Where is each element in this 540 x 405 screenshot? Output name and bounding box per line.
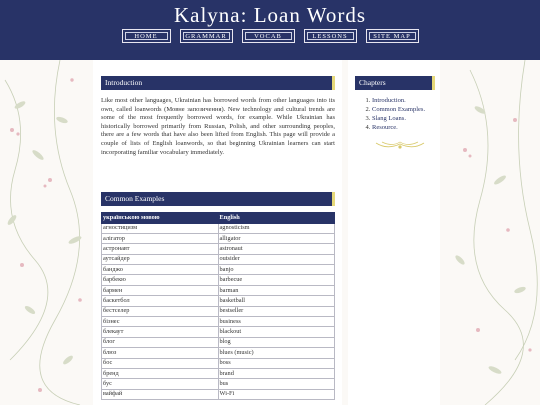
english-cell: alligator — [218, 233, 335, 243]
english-cell: brand — [218, 368, 335, 378]
table-row — [102, 389, 335, 399]
nav-home-button[interactable]: HOME — [122, 29, 171, 43]
site-header — [0, 0, 540, 60]
chapter-link-slang-loans[interactable]: Slang Loans. — [372, 115, 406, 122]
nav-vocab-button[interactable]: VOCAB — [242, 29, 295, 43]
ukrainian-cell: бестселер — [102, 306, 219, 316]
english-cell: banjo — [218, 265, 335, 275]
chapter-item[interactable] — [372, 114, 425, 123]
main-nav — [0, 29, 540, 43]
table-row — [102, 348, 335, 358]
introduction-text: Like most other languages, Ukrainian has borrowed words from other languages into its own, called loanwords (Мовне запозичення). New technology and cultural trends are some of the most frequently borrowed words, for example. While Ukrainian has historically borrowed primarily from Russian, Polish, and other surrounding peoples, there are a few words that have also been lifted from English. This page will provide a couple of lists of English loanwords, so that beginning Ukrainian learners can start incorporating familiar vocabulary immediately. — [101, 97, 335, 156]
english-cell: astronaut — [218, 244, 335, 254]
table-header-row — [102, 213, 335, 224]
ukrainian-cell: алігатор — [102, 233, 219, 243]
ukrainian-cell: барбекю — [102, 275, 219, 285]
column-header-english: English — [218, 213, 335, 224]
english-cell: barman — [218, 285, 335, 295]
ornament-divider — [374, 138, 426, 152]
ukrainian-cell: бус — [102, 379, 219, 389]
english-cell: outsider — [218, 254, 335, 264]
nav-lessons-button[interactable]: LESSONS — [304, 29, 357, 43]
english-cell: blackout — [218, 327, 335, 337]
ukrainian-cell: аутсайдер — [102, 254, 219, 264]
table-row — [102, 244, 335, 254]
ukrainian-cell: блог — [102, 337, 219, 347]
chapter-link-introduction[interactable]: Introduction. — [372, 97, 406, 104]
english-cell: blog — [218, 337, 335, 347]
english-cell: barbecue — [218, 275, 335, 285]
table-row — [102, 379, 335, 389]
common-examples-heading: Common Examples — [101, 192, 335, 206]
table-row — [102, 358, 335, 368]
loanwords-table — [101, 212, 335, 400]
chapter-item[interactable] — [372, 105, 425, 114]
introduction-heading: Introduction — [101, 76, 335, 90]
table-row — [102, 285, 335, 295]
ukrainian-cell: астронавт — [102, 244, 219, 254]
table-row — [102, 306, 335, 316]
english-cell: agnosticism — [218, 223, 335, 233]
site-title: Kalyna: Loan Words — [173, 3, 367, 27]
ukrainian-cell: банджо — [102, 265, 219, 275]
table-row — [102, 296, 335, 306]
nav-grammar-button[interactable]: GRAMMAR — [180, 29, 233, 43]
chapter-link-resource[interactable]: Resource. — [372, 124, 398, 131]
ukrainian-cell: блюз — [102, 348, 219, 358]
column-header-ukrainian: українською мовою — [102, 213, 219, 224]
ukrainian-cell: вайфай — [102, 389, 219, 399]
table-row — [102, 317, 335, 327]
table-row — [102, 327, 335, 337]
ukrainian-cell: баскетбол — [102, 296, 219, 306]
ukrainian-cell: агностицизм — [102, 223, 219, 233]
chapter-item[interactable] — [372, 96, 425, 105]
english-cell: bestseller — [218, 306, 335, 316]
table-row — [102, 254, 335, 264]
ukrainian-cell: блекаут — [102, 327, 219, 337]
table-row — [102, 337, 335, 347]
table-row — [102, 233, 335, 243]
nav-sitemap-button[interactable]: SITE MAP — [366, 29, 419, 43]
table-row — [102, 368, 335, 378]
english-cell: blues (music) — [218, 348, 335, 358]
english-cell: business — [218, 317, 335, 327]
english-cell: boss — [218, 358, 335, 368]
table-row — [102, 223, 335, 233]
chapter-link-common-examples[interactable]: Common Examples. — [372, 106, 426, 113]
english-cell: basketball — [218, 296, 335, 306]
english-cell: Wi-Fi — [218, 389, 335, 399]
ukrainian-cell: бармен — [102, 285, 219, 295]
chapter-item[interactable] — [372, 123, 425, 132]
ukrainian-cell: бос — [102, 358, 219, 368]
ukrainian-cell: бренд — [102, 368, 219, 378]
table-row — [102, 265, 335, 275]
english-cell: bus — [218, 379, 335, 389]
chapters-list — [362, 96, 425, 132]
ukrainian-cell: бізнес — [102, 317, 219, 327]
table-row — [102, 275, 335, 285]
chapters-heading: Chapters — [355, 76, 435, 90]
